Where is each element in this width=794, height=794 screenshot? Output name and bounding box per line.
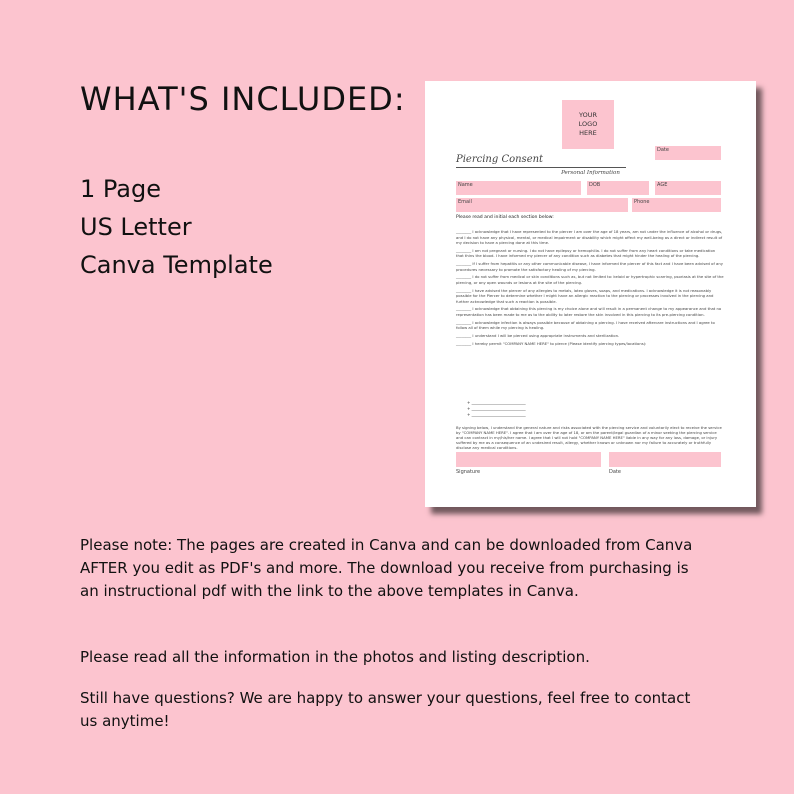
declaration-text: By signing below, I understand the general nature and risks associated with the piercing service and voluntarily elect to receive the service by "COMPANY NAME HERE". I agree that I am over the age of 18, or am the parent/legal guardian of a minor seeking the piercing service and can contract in my/his/her name. I agree that I will not hold "COMPANY NAME HERE" liable in any way for any loss, damage, or injury suffered by me as a consequence of an undesired result, allergy, whether known or unknown nor my failure to accurately or truthfully disclose any medical conditions. [456, 425, 722, 450]
piercing-location-line: + ___________________________ [467, 400, 526, 405]
logo-placeholder: YOUR LOGO HERE [562, 100, 614, 149]
title-divider [456, 167, 626, 168]
consent-clause: ________ I am not pregnant or nursing. I do not have epilepsy or hemophilia. I do not suffer from any heart conditions or take medication that thins the blood. I have informed my piercer of any condition such as diabetes that might hinder the healing of the piercing. [456, 247, 716, 259]
name-field [456, 181, 581, 195]
age-field [655, 181, 721, 195]
email-field [456, 198, 628, 212]
date-label: Date [657, 147, 669, 153]
dob-label: DOB [589, 182, 601, 188]
consent-clause: ________ I acknowledge that obtaining this piercing is my choice alone and will result in a permanent change to my appearance and that no representation has been made to me as to the ability to later restore the skin involved in this piercing to its pre-piercing condition. [456, 306, 722, 317]
consent-clause: ________ I acknowledge infection is always possible because of obtaining a piercing. I have received aftercare instructions and I agree to follow all of them while my piercing is healing. [456, 319, 715, 331]
phone-label: Phone [634, 199, 650, 205]
headline: WHAT'S INCLUDED: [80, 80, 406, 118]
feature-item: Canva Template [80, 251, 273, 279]
section-title: Personal Information [561, 170, 620, 176]
dob-field [587, 181, 649, 195]
signature-date-label: Date [609, 469, 621, 475]
signature-field [456, 452, 601, 467]
phone-field [632, 198, 721, 212]
email-label: Email [458, 199, 472, 205]
consent-clause: ________ I hereby permit "COMPANY NAME HERE" to pierce (Please identify piercing types/locations): [456, 340, 647, 346]
consent-clause: ________ I understand I will be pierced using appropriate instruments and sterilization. [456, 333, 620, 339]
age-label: AGE [657, 182, 668, 188]
consent-clause: ________ If I suffer from hepatitis or any other communicable disease, I have informed the piercer of this fact and I have been advised of any procedures necessary to promote the satisfactory healing of my piercing. [456, 261, 723, 272]
piercing-location-line: + ___________________________ [467, 412, 526, 417]
note-paragraph: Still have questions? We are happy to answer your questions, feel free to contact us anytime! [80, 689, 691, 730]
feature-list [80, 170, 273, 284]
consent-clauses [456, 229, 724, 349]
feature-item: US Letter [80, 213, 192, 241]
instructions: Please read and initial each section below: [456, 215, 554, 220]
consent-clause: ________ I acknowledge that I have represented to the piercer I am over the age of 18 years, am not under the influence of alcohol or drugs, and I do not have any physical, mental, or medical impairment or disability which might affect my well-being as a direct or indirect result of my decision to have a piercing done at this time. [456, 229, 723, 245]
date-field [655, 146, 721, 160]
signature-date-field [609, 452, 721, 467]
note-paragraph: Please note: The pages are created in Canva and can be downloaded from Canva AFTER you edit as PDF's and more. The download you receive from purchasing is an instructional pdf with the link to the above templates in Canva. [80, 536, 693, 600]
consent-clause: ________ I have advised the piercer of any allergies to metals, latex gloves, soaps, and medications. I acknowledge it is not reasonably possible for the Piercer to determine whether I might have an allergic reaction to the piercing or processes involved in the piercing and further acknowledge that such a reaction is possible. [456, 287, 714, 304]
name-label: Name [458, 182, 473, 188]
signature-label: Signature [456, 469, 481, 475]
piercing-location-line: + ___________________________ [467, 406, 526, 411]
document-preview [425, 81, 756, 507]
document-title: Piercing Consent [456, 154, 544, 165]
note-paragraph: Please read all the information in the photos and listing description. [80, 648, 590, 666]
piercing-locations [467, 400, 526, 418]
feature-item: 1 Page [80, 175, 161, 203]
consent-clause: ________ I do not suffer from medical or skin conditions such as, but not limited to: keloid or hypertrophic scarring, psoriasis at the site of the piercing, or any open wounds or lesions at the site of the piercing. [456, 274, 724, 285]
